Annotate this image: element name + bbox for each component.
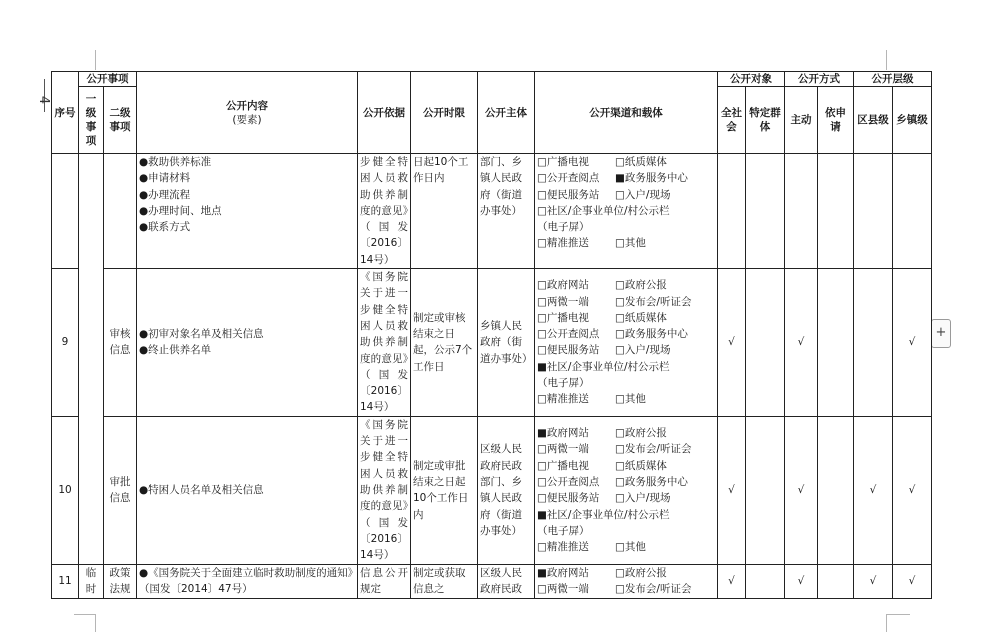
content-item: ●特困人员名单及相关信息 (139, 484, 264, 497)
crop-mark-top-left (95, 50, 96, 70)
channel-line (537, 391, 715, 407)
table-row (52, 564, 932, 598)
cell-whole-society: √ (718, 269, 746, 417)
channel-option: （电子屏） (537, 221, 590, 234)
channel-option: □入户/现场 (615, 492, 671, 505)
crop-mark-bottom-right (886, 614, 887, 632)
cell-channels (535, 564, 718, 598)
channel-line (537, 539, 715, 555)
cell-basis: 步健全特困人员救助供养制度的意见》（国发〔2016〕14号） (358, 154, 411, 269)
header-level2: 二级事项 (104, 87, 137, 154)
header-time-limit: 公开时限 (411, 72, 478, 154)
cell-whole-society (718, 154, 746, 269)
channel-line (537, 565, 715, 581)
channel-option: □社区/企事业单位/村公示栏 (537, 204, 670, 217)
cell-seq: 10 (52, 416, 79, 564)
channel-option: □公开查阅点 (537, 475, 600, 488)
channel-option: □纸质媒体 (615, 156, 667, 168)
cell-specific-group (746, 564, 785, 598)
channel-line (537, 581, 715, 597)
cell-level2: 政策法规 (104, 564, 137, 598)
cell-subject: 区级人民政府民政 (478, 564, 535, 598)
cell-channels (535, 269, 718, 417)
header-on-request: 依申请 (818, 87, 854, 154)
channel-option: □入户/现场 (615, 188, 671, 201)
channel-option: □两微一端 (537, 443, 589, 456)
channel-option: □政府公报 (615, 566, 667, 579)
cell-seq (52, 154, 79, 269)
channel-option: □纸质媒体 (615, 459, 667, 472)
channel-option: □其他 (615, 393, 646, 406)
content-item: ●救助供养标准 (139, 156, 212, 168)
channel-line (537, 277, 715, 293)
cell-level2 (104, 154, 137, 269)
crop-mark-bottom-left (95, 614, 96, 632)
channel-option: □其他 (615, 237, 646, 250)
channel-line (537, 490, 715, 506)
cell-subject: 区级人民政府民政部门、乡镇人民政府（街道办事处） (478, 416, 535, 564)
channel-line (537, 203, 715, 219)
channel-option: ■社区/企事业单位/村公示栏 (537, 508, 670, 521)
page-number: 4 (36, 95, 51, 105)
cell-town (893, 154, 932, 269)
channel-option: □两微一端 (537, 295, 589, 308)
header-whole-society: 全社会 (718, 87, 746, 154)
cell-time-limit: 制定或审批结束之日起10个工作日内 (411, 416, 478, 564)
channel-option: □便民服务站 (537, 492, 600, 505)
channel-option: （电子屏） (537, 524, 590, 537)
cell-county (854, 269, 893, 417)
cell-time-limit: 制定或获取信息之 (411, 564, 478, 598)
cell-subject: 乡镇人民政府（街道办事处） (478, 269, 535, 417)
channel-line (537, 170, 715, 186)
header-content (137, 72, 358, 154)
cell-channels (535, 416, 718, 564)
channel-line (537, 474, 715, 490)
header-basis: 公开依据 (358, 72, 411, 154)
cell-active (785, 154, 818, 269)
channel-line (537, 235, 715, 251)
cell-on-request (818, 564, 854, 598)
cell-seq: 9 (52, 269, 79, 417)
channel-option: □纸质媒体 (615, 311, 667, 324)
table-row (52, 269, 932, 417)
channel-option: □政府公报 (615, 279, 667, 292)
crop-mark-bottom-right-h (886, 614, 910, 615)
channel-option: □广播电视 (537, 156, 589, 168)
channel-line (537, 359, 715, 375)
content-item: ●联系方式 (139, 221, 191, 234)
cell-level1: 临时 (79, 564, 104, 598)
channel-option: □发布会/听证会 (615, 583, 692, 596)
channel-line (537, 310, 715, 326)
cell-subject: 部门、乡镇人民政府（街道办事处） (478, 154, 535, 269)
channel-line (537, 425, 715, 441)
channel-option: ■社区/企事业单位/村公示栏 (537, 360, 670, 373)
content-item: ●申请材料 (139, 172, 191, 185)
channel-option: □精准推送 (537, 393, 589, 406)
header-channels: 公开渠道和载体 (535, 72, 718, 154)
cell-county: √ (854, 416, 893, 564)
header-subject: 公开主体 (478, 72, 535, 154)
channel-option: □精准推送 (537, 541, 589, 554)
channel-line (537, 507, 715, 523)
channel-option: □政府公报 (615, 427, 667, 440)
channel-option: （电子屏） (537, 377, 590, 389)
cell-specific-group (746, 154, 785, 269)
channel-line (537, 523, 715, 539)
cell-basis: 信息公开规定 (358, 564, 411, 598)
cell-content (137, 154, 358, 269)
channel-option: □公开查阅点 (537, 328, 600, 341)
crop-mark-bottom-left-h (74, 614, 96, 615)
cell-town: √ (893, 416, 932, 564)
header-level-group: 公开层级 (854, 72, 932, 87)
cell-whole-society: √ (718, 564, 746, 598)
channel-option: □发布会/听证会 (615, 443, 692, 456)
header-seq: 序号 (52, 72, 79, 154)
table-row (52, 416, 932, 564)
channel-option: □发布会/听证会 (615, 295, 692, 308)
cell-town: √ (893, 564, 932, 598)
cell-content (137, 416, 358, 564)
content-item: ●办理时间、地点 (139, 204, 222, 217)
header-matter-group: 公开事项 (79, 72, 137, 87)
disclosure-table (51, 71, 932, 599)
cell-active: √ (785, 564, 818, 598)
channel-line (537, 375, 715, 391)
cell-county (854, 154, 893, 269)
cell-town: √ (893, 269, 932, 417)
cell-time-limit: 日起10个工作日内 (411, 154, 478, 269)
cell-content (137, 564, 358, 598)
header-method-group: 公开方式 (785, 72, 854, 87)
channel-option: □广播电视 (537, 311, 589, 324)
cell-on-request (818, 416, 854, 564)
header-active: 主动 (785, 87, 818, 154)
cell-basis: 《国务院关于进一步健全特困人员救助供养制度的意见》（国发〔2016〕14号） (358, 269, 411, 417)
channel-option: □其他 (615, 541, 646, 554)
cell-content (137, 269, 358, 417)
cell-active: √ (785, 269, 818, 417)
cell-specific-group (746, 269, 785, 417)
channel-option: □精准推送 (537, 237, 589, 250)
cell-basis: 《国务院关于进一步健全特困人员救助供养制度的意见》（国发〔2016〕14号） (358, 416, 411, 564)
channel-option: □政务服务中心 (615, 328, 688, 341)
table-row (52, 154, 932, 269)
channel-line (537, 187, 715, 203)
channel-line (537, 294, 715, 310)
header-object-group: 公开对象 (718, 72, 785, 87)
channel-option: ■政务服务中心 (615, 172, 688, 185)
channel-line (537, 219, 715, 235)
channel-option: □两微一端 (537, 583, 589, 596)
content-item: ●终止供养名单 (139, 344, 212, 357)
channel-line (537, 154, 715, 170)
header-town: 乡镇级 (893, 87, 932, 154)
channel-option: □广播电视 (537, 459, 589, 472)
channel-option: ■政府网站 (537, 566, 589, 579)
channel-line (537, 326, 715, 342)
channel-option: □政务服务中心 (615, 475, 688, 488)
crop-mark-top-right (886, 50, 887, 70)
cell-whole-society: √ (718, 416, 746, 564)
cell-channels (535, 154, 718, 269)
cell-specific-group (746, 416, 785, 564)
channel-line (537, 342, 715, 358)
header-county: 区县级 (854, 87, 893, 154)
cell-on-request (818, 154, 854, 269)
cell-level1 (79, 154, 104, 565)
content-item: ●初审对象名单及相关信息 (139, 328, 264, 341)
header-content-sub: (要素) (232, 113, 262, 126)
content-item: ●《国务院关于全面建立临时救助制度的通知》（国发〔2014〕47号） (139, 566, 353, 596)
cell-county: √ (854, 564, 893, 598)
header-content-label: 公开内容 (226, 99, 268, 112)
header-level1: 一级事项 (79, 87, 104, 154)
cell-active: √ (785, 416, 818, 564)
channel-option: □便民服务站 (537, 188, 600, 201)
cell-on-request (818, 269, 854, 417)
channel-option: □政府网站 (537, 279, 589, 292)
cell-time-limit: 制定或审核结束之日起，公示7个工作日 (411, 269, 478, 417)
channel-option: □公开查阅点 (537, 172, 600, 185)
channel-option: □入户/现场 (615, 344, 671, 357)
channel-line (537, 458, 715, 474)
channel-option: □便民服务站 (537, 344, 600, 357)
header-specific-group: 特定群体 (746, 87, 785, 154)
cell-level2: 审核信息 (104, 269, 137, 417)
channel-option: ■政府网站 (537, 427, 589, 440)
cell-level2: 审批信息 (104, 416, 137, 564)
cell-seq: 11 (52, 564, 79, 598)
add-button[interactable]: + (931, 319, 951, 348)
channel-line (537, 441, 715, 457)
content-item: ●办理流程 (139, 188, 191, 201)
